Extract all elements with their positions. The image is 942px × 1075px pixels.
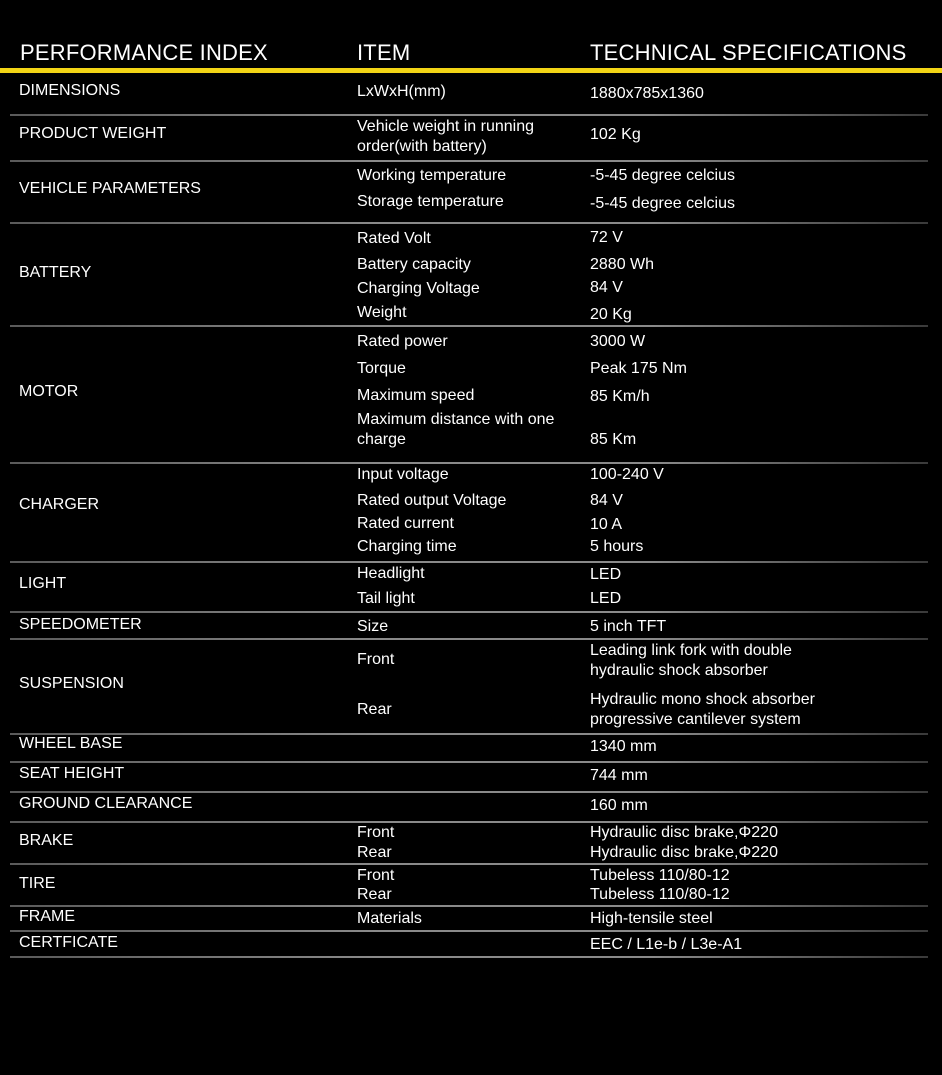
item-label: Rated Volt (357, 230, 431, 247)
spec-value: EEC / L1e-b / L3e-A1 (590, 936, 743, 953)
spec-value: 72 V (590, 229, 623, 246)
category-label-ground-clearance: GROUND CLEARANCE (19, 795, 193, 812)
spec-value: 102 Kg (590, 126, 641, 143)
category-label-product-weight: PRODUCT WEIGHT (19, 125, 167, 142)
header-item: ITEM (357, 40, 411, 65)
spec-value: 1880x785x1360 (590, 85, 704, 102)
category-label-wheel-base: WHEEL BASE (19, 735, 123, 752)
row-separator (10, 733, 928, 735)
item-label: Input voltage (357, 466, 449, 483)
item-label: Tail light (357, 590, 415, 607)
spec-value: 5 inch TFT (590, 618, 667, 635)
category-label-seat-height: SEAT HEIGHT (19, 765, 125, 782)
category-label-charger: CHARGER (19, 496, 100, 513)
header-technical-specifications: TECHNICAL SPECIFICATIONS (590, 40, 907, 65)
item-label: LxWxH(mm) (357, 83, 446, 100)
spec-value: Leading link fork with double hydraulic shock absorber (590, 642, 792, 679)
item-label: Materials (357, 910, 422, 927)
item-label: Rear (357, 701, 392, 718)
category-label-light: LIGHT (19, 575, 67, 592)
row-separator (10, 930, 928, 932)
item-label: Rear (357, 844, 392, 861)
item-label: Front (357, 651, 395, 668)
header-performance-index: PERFORMANCE INDEX (20, 40, 268, 65)
spec-value: -5-45 degree celcius (590, 195, 735, 212)
spec-value: LED (590, 566, 622, 583)
category-label-dimensions: DIMENSIONS (19, 82, 121, 99)
spec-value: 3000 W (590, 333, 646, 350)
spec-value: Peak 175 Nm (590, 360, 687, 377)
item-label: Front (357, 824, 395, 841)
header-underline (0, 68, 942, 73)
spec-value: 20 Kg (590, 306, 632, 323)
item-label: Charging time (357, 538, 457, 555)
spec-value: 85 Km/h (590, 388, 650, 405)
spec-value: -5-45 degree celcius (590, 167, 735, 184)
spec-value: Tubeless 110/80-12 (590, 867, 730, 884)
category-label-speedometer: SPEEDOMETER (19, 616, 142, 633)
spec-value: 1340 mm (590, 738, 657, 755)
item-label: Rated output Voltage (357, 492, 507, 509)
item-label: Torque (357, 360, 406, 377)
item-label: Charging Voltage (357, 280, 480, 297)
category-label-motor: MOTOR (19, 383, 79, 400)
spec-value: LED (590, 590, 622, 607)
category-label-tire: TIRE (19, 875, 56, 892)
item-label: Headlight (357, 565, 425, 582)
item-label: Vehicle weight in running order(with battery) (357, 118, 535, 155)
category-label-frame: FRAME (19, 908, 75, 925)
spec-value: Hydraulic mono shock absorber progressive cantilever system (590, 691, 815, 728)
spec-value: 100-240 V (590, 466, 664, 483)
category-label-vehicle-parameters: VEHICLE PARAMETERS (19, 180, 201, 197)
spec-value: 160 mm (590, 797, 648, 814)
item-label: Weight (357, 304, 407, 321)
item-label: Rated power (357, 333, 448, 350)
spec-value: 84 V (590, 279, 623, 296)
row-separator (10, 863, 928, 865)
item-label: Working temperature (357, 167, 507, 184)
spec-value: 84 V (590, 492, 623, 509)
spec-value: 5 hours (590, 538, 644, 555)
row-separator (10, 905, 928, 907)
row-separator (10, 956, 928, 958)
item-label: Maximum distance with one charge (357, 411, 555, 448)
spec-value: 10 A (590, 516, 623, 533)
spec-value: High-tensile steel (590, 910, 713, 927)
item-label: Battery capacity (357, 256, 471, 273)
row-separator (10, 638, 928, 640)
row-separator (10, 561, 928, 563)
spec-value: 2880 Wh (590, 256, 655, 273)
spec-value: Tubeless 110/80-12 (590, 886, 730, 903)
spec-value: Hydraulic disc brake,Φ220 (590, 824, 778, 841)
row-separator (10, 761, 928, 763)
row-separator (10, 160, 928, 162)
item-label: Maximum speed (357, 387, 475, 404)
row-separator (10, 791, 928, 793)
item-label: Front (357, 867, 395, 884)
item-label: Rated current (357, 515, 454, 532)
row-separator (10, 325, 928, 327)
row-separator (10, 611, 928, 613)
category-label-suspension: SUSPENSION (19, 675, 124, 692)
category-label-battery: BATTERY (19, 264, 92, 281)
category-label-certficate: CERTFICATE (19, 934, 118, 951)
row-separator (10, 114, 928, 116)
spec-value: 744 mm (590, 767, 648, 784)
row-separator (10, 462, 928, 464)
item-label: Size (357, 618, 389, 635)
row-separator (10, 821, 928, 823)
item-label: Rear (357, 886, 392, 903)
spec-value: 85 Km (590, 431, 637, 448)
spec-value: Hydraulic disc brake,Φ220 (590, 844, 778, 861)
item-label: Storage temperature (357, 193, 504, 210)
category-label-brake: BRAKE (19, 832, 74, 849)
row-separator (10, 222, 928, 224)
